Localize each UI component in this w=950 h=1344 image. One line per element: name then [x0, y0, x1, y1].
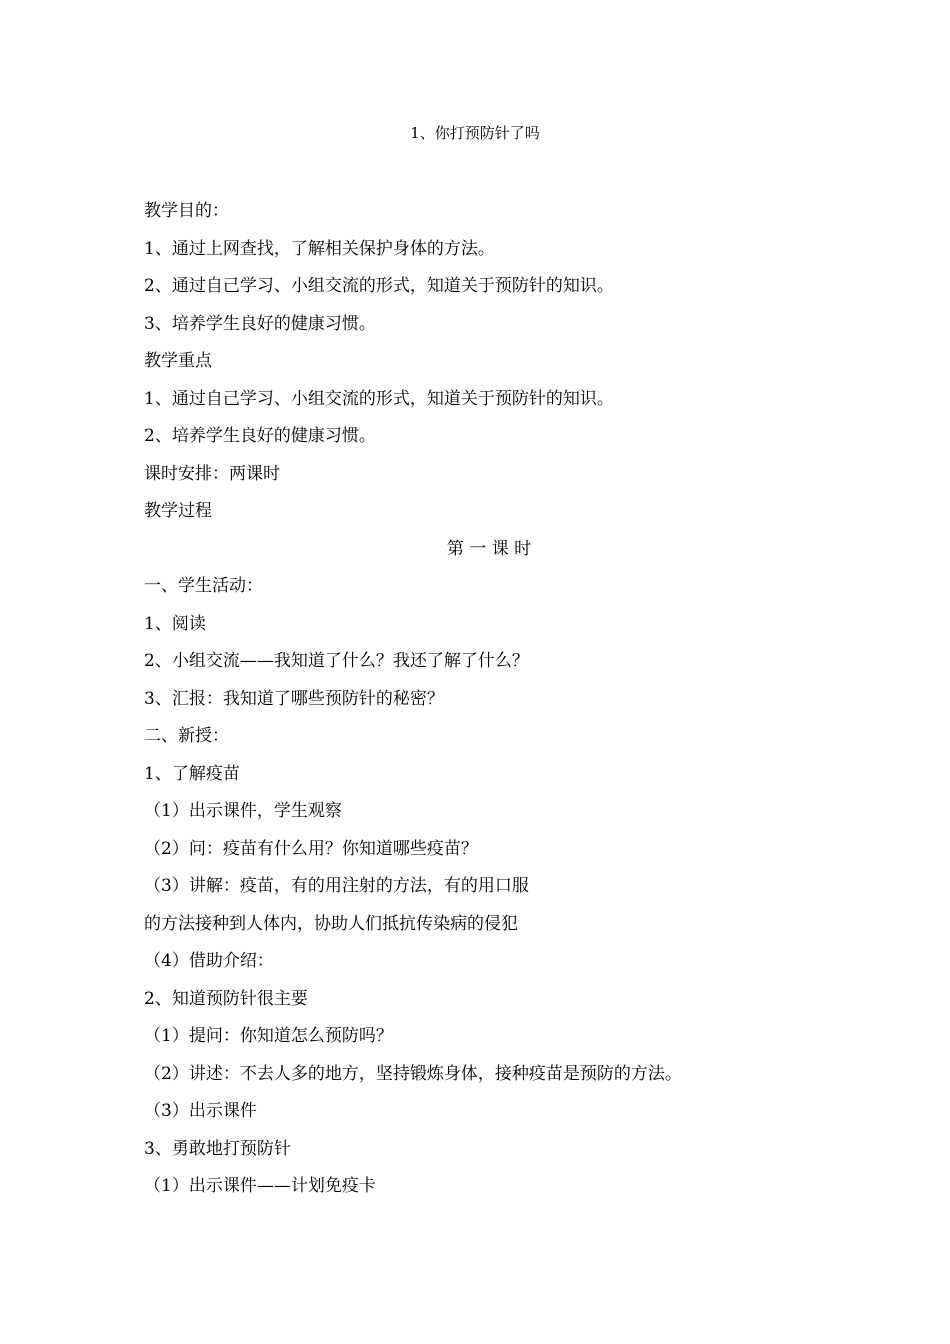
document-title: 1、你打预防针了吗 — [410, 124, 540, 142]
text-line: （1）出示课件，学生观察 — [144, 801, 342, 821]
text-line: 1、通过上网查找，了解相关保护身体的方法。 — [144, 238, 495, 259]
text-line: （2）讲述：不去人多的地方，坚持锻炼身体，接种疫苗是预防的方法。 — [144, 1063, 682, 1084]
text-line: 1、通过自己学习、小组交流的形式，知道关于预防针的知识。 — [144, 388, 614, 409]
document-body — [144, 193, 824, 1206]
text-line: 教学重点 — [144, 351, 212, 371]
text-line: 教学目的： — [144, 201, 229, 221]
text-line: 课时安排：两课时 — [144, 463, 280, 484]
text-line: 二、新授： — [144, 726, 229, 746]
text-line: （1）出示课件——计划免疫卡 — [144, 1176, 376, 1196]
text-line: 1、阅读 — [144, 613, 206, 634]
text-line: （2）问：疫苗有什么用？你知道哪些疫苗？ — [144, 838, 478, 859]
text-line: 2、培养学生良好的健康习惯。 — [144, 426, 376, 446]
section-heading: 第 一 课 时 — [446, 538, 532, 559]
text-line: 1、了解疫苗 — [144, 763, 240, 784]
text-line: （4）借助介绍： — [144, 951, 274, 971]
text-line: 2、通过自己学习、小组交流的形式，知道关于预防针的知识。 — [144, 276, 614, 296]
text-line: 3、汇报：我知道了哪些预防针的秘密？ — [144, 688, 444, 709]
text-line: 2、小组交流——我知道了什么？我还了解了什么？ — [144, 651, 529, 671]
text-line: （3）讲解：疫苗，有的用注射的方法，有的用口服 — [144, 876, 529, 896]
text-line: 3、勇敢地打预防针 — [144, 1138, 291, 1159]
text-line: 2、知道预防针很主要 — [144, 988, 308, 1009]
text-line: 教学过程 — [144, 501, 212, 521]
text-line: 3、培养学生良好的健康习惯。 — [144, 313, 376, 334]
text-line: 的方法接种到人体内，协助人们抵抗传染病的侵犯 — [144, 913, 518, 934]
text-line: 一、学生活动： — [144, 576, 263, 596]
text-line: （3）出示课件 — [144, 1101, 257, 1121]
text-line: （1）提问：你知道怎么预防吗？ — [144, 1026, 393, 1046]
